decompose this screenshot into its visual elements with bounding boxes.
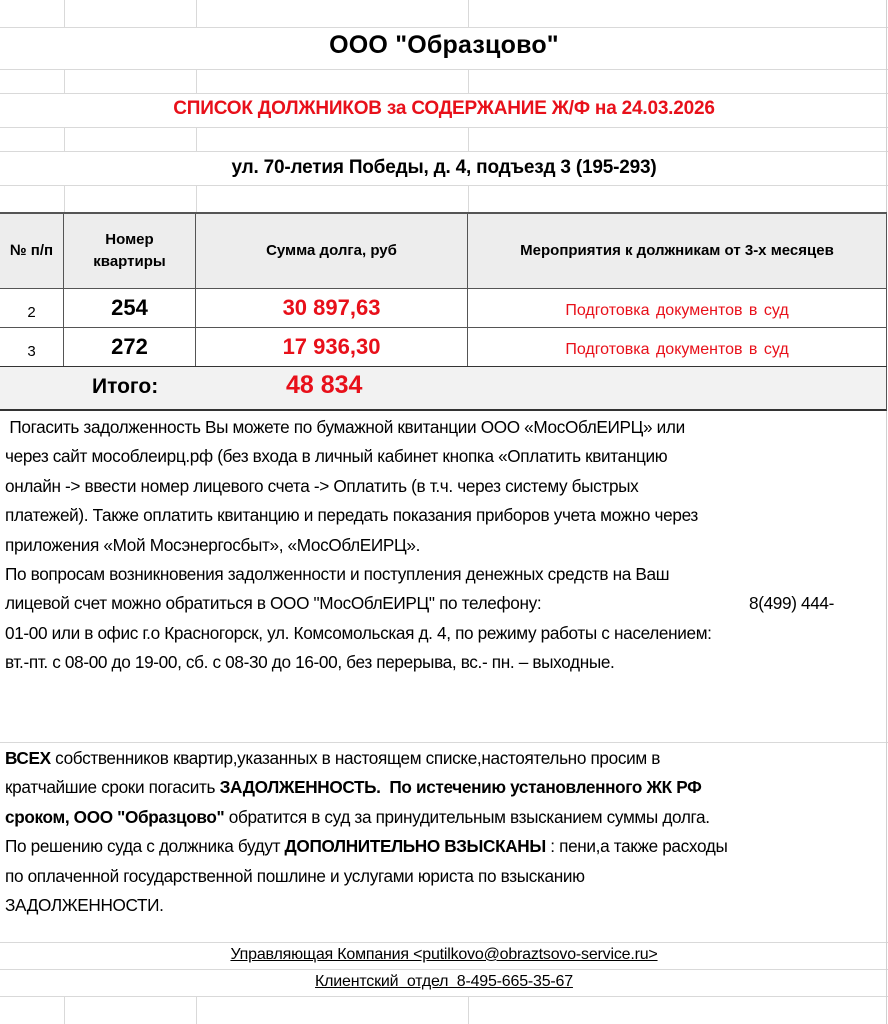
total-value: 48 834 [286, 371, 363, 399]
debt-action: Подготовка документов в суд [468, 328, 887, 366]
gridline [196, 127, 197, 151]
text-segment: кратчайшие сроки погасить [5, 777, 220, 798]
row-number: 2 [0, 289, 64, 327]
text-line: онлайн -> ввести номер лицевого счета -> Оплатить (в т.ч. через систему быстрых [5, 475, 639, 496]
address-line: ул. 70-летия Победы, д. 4, подъезд 3 (195-293) [231, 157, 657, 178]
col-header-apartment-line1: Номер [105, 231, 154, 248]
col-header-apartment [64, 214, 196, 288]
text-segment: По решению суда с должника будут [5, 836, 285, 857]
gridline [0, 127, 888, 128]
table-row [0, 328, 887, 367]
client-dept-phone-link[interactable]: Клиентский отдел 8-495-665-35-67 [315, 973, 573, 990]
text-line [5, 803, 885, 832]
text-line: 01-00 или в офис г.о Красногорск, ул. Комсомольская д. 4, по режиму работы с населением: [5, 622, 712, 643]
col-header-amount: Сумма долга, руб [196, 214, 468, 288]
gridline [0, 69, 888, 70]
debt-amount: 17 936,30 [196, 328, 468, 366]
apartment-number: 254 [64, 289, 196, 327]
gridline [886, 0, 887, 1024]
bold-text: сроком, ООО "Образцово" [5, 806, 225, 827]
row-number: 3 [0, 328, 64, 366]
text-line: Погасить задолженность Вы можете по бумажной квитанции ООО «МосОблЕИРЦ» или [5, 417, 685, 437]
gridline [468, 127, 469, 151]
gridline [0, 742, 888, 743]
total-label: Итого: [92, 375, 159, 398]
bold-text: ДОПОЛНИТЕЛЬНО ВЗЫСКАНЫ [284, 836, 546, 857]
total-row [0, 367, 887, 411]
gridline [468, 0, 469, 27]
gridline [196, 69, 197, 93]
company-title: ООО "Образцово" [329, 31, 559, 59]
gridline [468, 69, 469, 93]
gridline [196, 996, 197, 1024]
warning-paragraph [5, 744, 885, 920]
debtors-list-title: СПИСОК ДОЛЖНИКОВ за СОДЕРЖАНИЕ Ж/Ф на 24.03.2026 [173, 98, 715, 119]
gridline [64, 0, 65, 27]
gridline [0, 151, 888, 152]
phone-number-start: 8(499) 444- [749, 593, 835, 614]
text-segment: обратится в суд за принудительным взысканием суммы долга. [224, 806, 710, 827]
text-line: По вопросам возникновения задолженности и поступления денежных средств на Ваш [5, 564, 670, 584]
text-line [5, 832, 885, 861]
contact-info-paragraph [5, 560, 885, 678]
bold-text: ЗАДОЛЖЕННОСТЬ. По истечению установленного ЖК РФ [219, 777, 702, 798]
text-line [5, 744, 885, 773]
debt-action: Подготовка документов в суд [468, 289, 887, 327]
table-header-row [0, 212, 887, 289]
gridline [0, 942, 888, 943]
text-line: по оплаченной государственной пошлине и услугами юриста по взысканию [5, 865, 585, 886]
payment-info-paragraph [5, 413, 885, 560]
table-row [0, 289, 887, 328]
text-segment: лицевой счет можно обратиться в ООО "МосОблЕИРЦ" по телефону: [5, 593, 542, 614]
col-header-action: Мероприятия к должникам от 3-х месяцев [468, 214, 887, 288]
client-dept-row [0, 973, 888, 991]
text-line [5, 589, 885, 618]
gridline [64, 127, 65, 151]
text-line: вт.-пт. с 08-00 до 19-00, сб. с 08-30 до 16-00, без перерыва, вс.- пн. – выходные. [5, 652, 615, 673]
gridline [0, 27, 888, 28]
text-line: через сайт мособлеирц.рф (без входа в личный кабинет кнопка «Оплатить квитанцию [5, 446, 668, 467]
col-header-number: № п/п [0, 214, 64, 288]
gridline [468, 185, 469, 212]
gridline [196, 185, 197, 212]
gridline [468, 996, 469, 1024]
gridline [64, 185, 65, 212]
text-segment: : пени,а также расходы [545, 836, 728, 857]
bold-text: ВСЕХ [5, 748, 51, 768]
gridline [0, 996, 888, 997]
gridline [64, 69, 65, 93]
apartment-number: 272 [64, 328, 196, 366]
company-email-row [0, 946, 888, 964]
text-line [5, 773, 885, 802]
col-header-apartment-line2: квартиры [93, 253, 166, 270]
gridline [0, 969, 888, 970]
gridline [0, 185, 888, 186]
text-line: ЗАДОЛЖЕННОСТИ. [5, 895, 164, 916]
gridline [196, 0, 197, 27]
text-segment: собственников квартир,указанных в настоящем списке,настоятельно просим в [50, 748, 660, 768]
gridline [64, 996, 65, 1024]
debt-amount: 30 897,63 [196, 289, 468, 327]
text-line: приложения «Мой Мосэнергосбыт», «МосОблЕИРЦ». [5, 534, 421, 555]
company-email-link[interactable]: Управляющая Компания <putilkovo@obraztsovo-service.ru> [230, 946, 658, 963]
text-line: платежей). Также оплатить квитанцию и передать показания приборов учета можно через [5, 505, 698, 526]
gridline [0, 93, 888, 94]
